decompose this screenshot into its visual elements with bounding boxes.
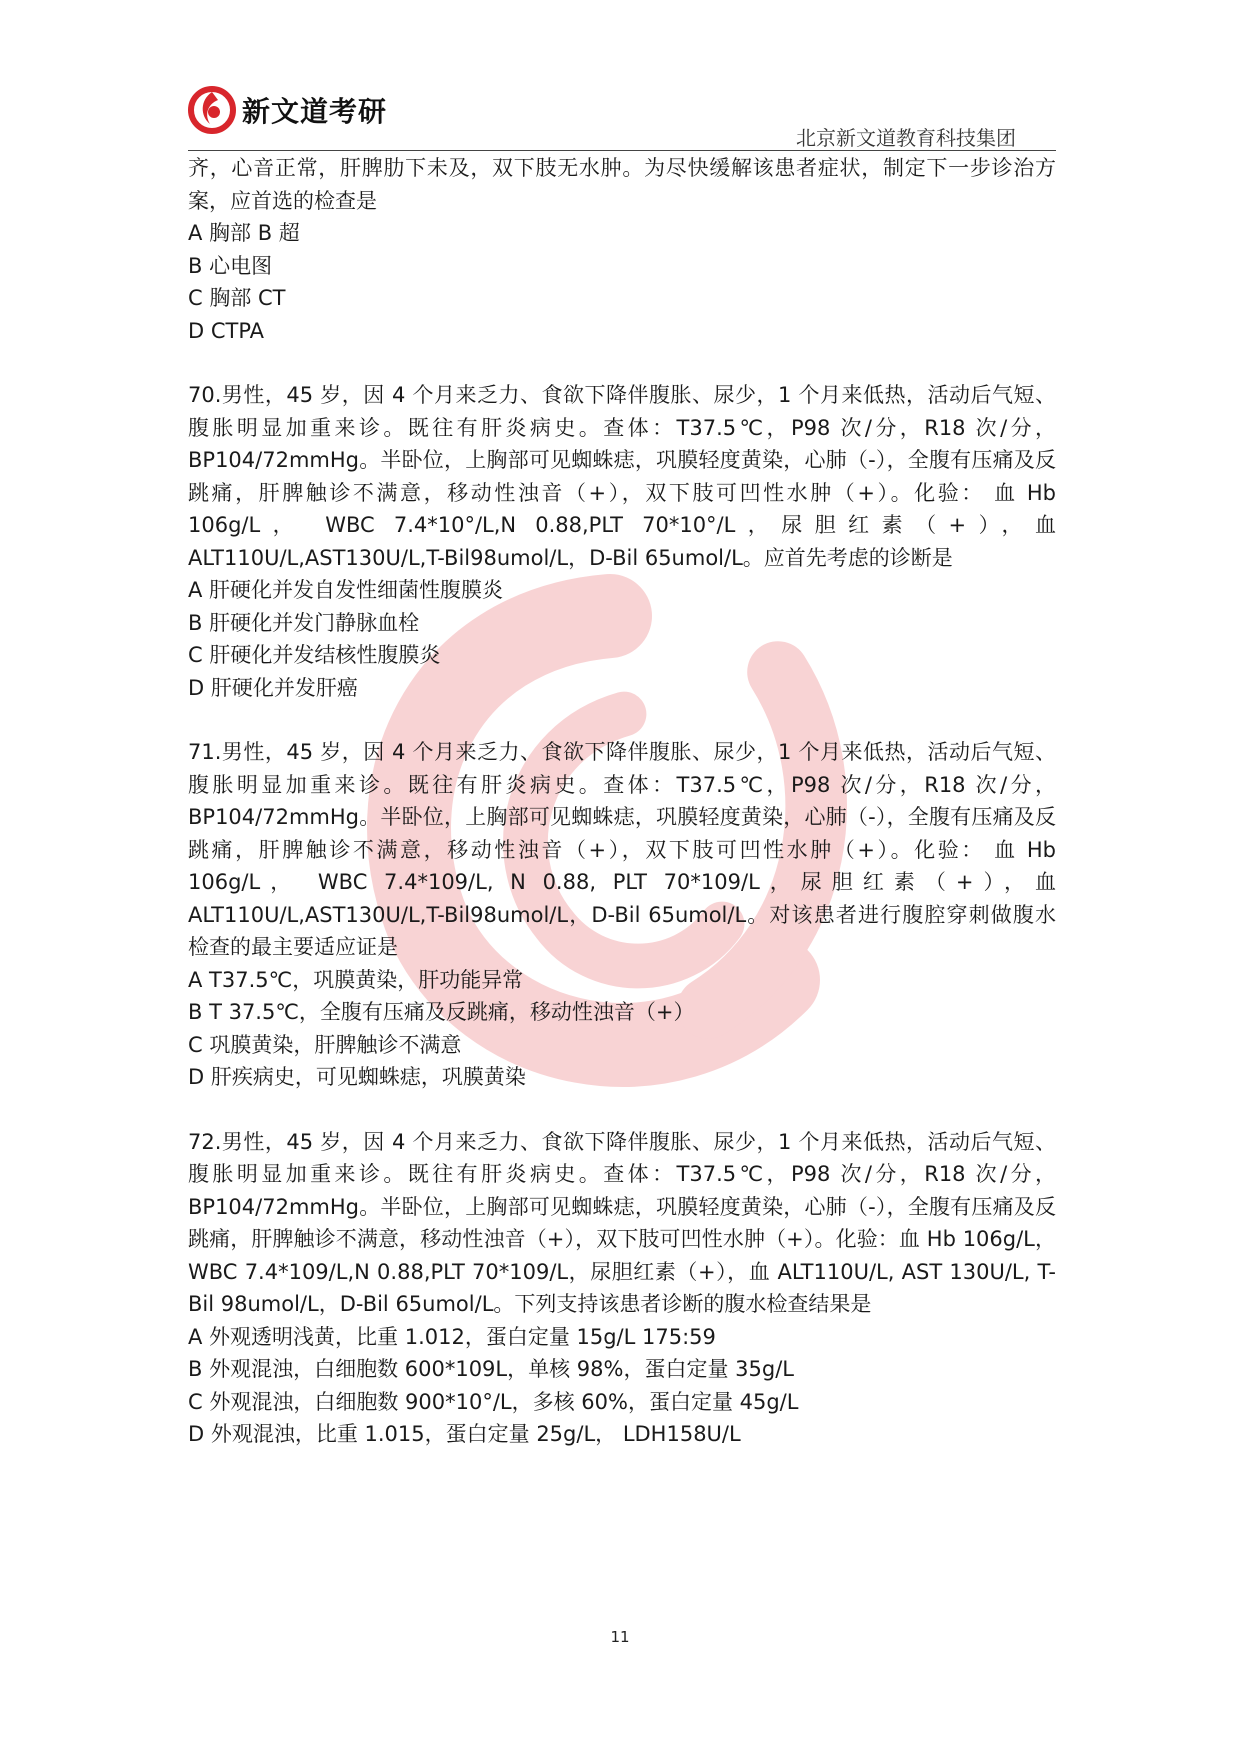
option-c: C 肝硬化并发结核性腹膜炎 bbox=[188, 643, 441, 667]
question-69-tail bbox=[188, 152, 1056, 347]
question-stem: 71.男性，45 岁，因 4 个月来乏力、食欲下降伴腹胀、尿少，1 个月来低热，活动后气短、腹胀明显加重来诊。既往有肝炎病史。查体：T37.5℃，P98 次/分，R18 次/分，BP104/72mmHg。半卧位，上胸部可见蜘蛛痣，巩膜轻度黄染，心肺（-），全腹有压痛及反跳痛，肝脾触诊不满意，移动性浊音（+），双下肢可凹性水肿（+）。化验： 血 Hb 106g/L， WBC 7.4*109/L, N 0.88, PLT 70*109/L，尿胆红素（+），血 ALT110U/L,AST130U/L,T-Bil98umol/L，D-Bil 65umol/L。对该患者进行腹腔穿刺做腹水检查的最主要适应证是 bbox=[188, 740, 1056, 959]
question-72 bbox=[188, 1126, 1056, 1451]
option-a: A 外观透明浅黄，比重 1.012，蛋白定量 15g/L 175:59 bbox=[188, 1324, 716, 1349]
option-b: B 肝硬化并发门静脉血栓 bbox=[188, 610, 420, 635]
page-header bbox=[188, 86, 1056, 156]
flame-logo-icon bbox=[188, 86, 236, 134]
option-b: B 心电图 bbox=[188, 253, 273, 278]
brand-name: 新文道考研 bbox=[242, 95, 388, 128]
page-number: 11 bbox=[610, 1628, 630, 1646]
option-a: A 肝硬化并发自发性细菌性腹膜炎 bbox=[188, 578, 504, 602]
question-stem: 齐，心音正常，肝脾肋下未及，双下肢无水肿。为尽快缓解该患者症状，制定下一步诊治方案，应首选的检查是 bbox=[188, 156, 1056, 213]
option-a: A T37.5℃，巩膜黄染，肝功能异常 bbox=[188, 967, 524, 992]
option-b: B T 37.5℃，全腹有压痛及反跳痛，移动性浊音（+） bbox=[188, 1000, 695, 1024]
option-b: B 外观混浊，白细胞数 600*109L，单核 98%，蛋白定量 35g/L bbox=[188, 1357, 794, 1381]
brand-logo bbox=[188, 86, 387, 134]
question-stem: 72.男性，45 岁，因 4 个月来乏力、食欲下降伴腹胀、尿少，1 个月来低热，活动后气短、腹胀明显加重来诊。既往有肝炎病史。查体：T37.5℃，P98 次/分，R18 次/分，BP104/72mmHg。半卧位，上胸部可见蜘蛛痣，巩膜轻度黄染，心肺（-），全腹有压痛及反跳痛，肝脾触诊不满意，移动性浊音（+），双下肢可凹性水肿（+）。化验：血 Hb 106g/L，WBC 7.4*109/L,N 0.88,PLT 70*109/L，尿胆红素（+），血 ALT110U/L, AST 130U/L, T-Bil 98umol/L，D-Bil 65umol/L。下列支持该患者诊断的腹水检查结果是 bbox=[188, 1129, 1056, 1316]
option-d: D 肝硬化并发肝癌 bbox=[188, 675, 358, 700]
question-stem: 70.男性，45 岁，因 4 个月来乏力、食欲下降伴腹胀、尿少，1 个月来低热，活动后气短、腹胀明显加重来诊。既往有肝炎病史。查体：T37.5℃，P98 次/分，R18 次/分，BP104/72mmHg。半卧位，上胸部可见蜘蛛痣，巩膜轻度黄染，心肺（-），全腹有压痛及反跳痛，肝脾触诊不满意，移动性浊音（+），双下肢可凹性水肿（+）。化验： 血 Hb 106g/L， WBC 7.4*10°/L,N 0.88,PLT 70*10°/L，尿胆红素（+），血 ALT110U/L,AST130U/L,T-Bil98umol/L，D-Bil 65umol/L。应首先考虑的诊断是 bbox=[188, 383, 1056, 570]
option-d: D 外观混浊，比重 1.015，蛋白定量 25g/L， LDH158U/L bbox=[188, 1422, 741, 1446]
page-content bbox=[188, 152, 1056, 1451]
option-c: C 外观混浊，白细胞数 900*10°/L，多核 60%，蛋白定量 45g/L bbox=[188, 1389, 799, 1414]
company-name: 北京新文道教育科技集团 bbox=[796, 126, 1016, 150]
header-rule bbox=[188, 150, 1056, 151]
option-d: D CTPA bbox=[188, 318, 265, 343]
question-71 bbox=[188, 736, 1056, 1094]
option-c: C 巩膜黄染，肝脾触诊不满意 bbox=[188, 1032, 462, 1057]
option-a: A 胸部 B 超 bbox=[188, 221, 300, 245]
question-70 bbox=[188, 379, 1056, 704]
option-d: D 肝疾病史，可见蜘蛛痣，巩膜黄染 bbox=[188, 1065, 526, 1089]
option-c: C 胸部 CT bbox=[188, 286, 286, 310]
